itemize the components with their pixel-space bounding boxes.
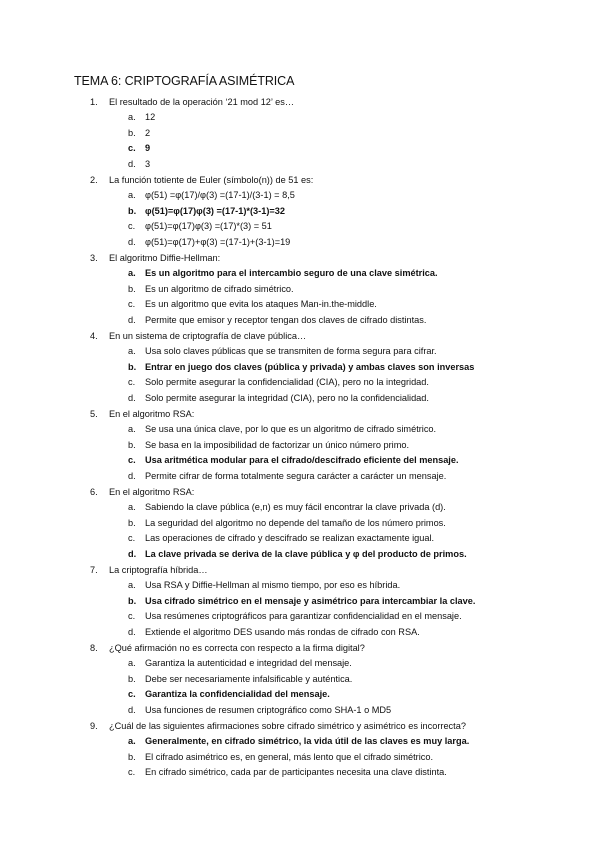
- answer-letter: a.: [128, 112, 136, 122]
- answer-option-correct: [0, 547, 600, 563]
- answer-option-correct: [0, 360, 600, 376]
- question-item: [0, 172, 600, 250]
- answer-text: Garantiza la confidencialidad del mensaje.: [145, 689, 330, 699]
- answer-text: 2: [145, 127, 151, 138]
- answer-letter: b.: [128, 517, 136, 528]
- question-line: [0, 718, 600, 734]
- answer-option-correct: [0, 687, 600, 703]
- answer-option-correct: [0, 594, 600, 610]
- answer-text: Generalmente, en cifrado simétrico, la vida útil de las claves es muy larga.: [145, 736, 470, 746]
- question-list: [0, 94, 600, 781]
- question-number: 9.: [90, 721, 98, 731]
- answer-text: El cifrado asimétrico es, en general, más lento que el cifrado simétrico.: [145, 751, 434, 762]
- answer-option: [0, 656, 600, 672]
- answer-option-correct: [0, 204, 600, 220]
- answer-letter: c.: [128, 767, 136, 777]
- answer-letter: d.: [128, 158, 136, 169]
- answer-letter: b.: [128, 595, 137, 606]
- question-text: ¿Qué afirmación no es correcta con respecto a la firma digital?: [109, 643, 365, 653]
- answer-letter: c.: [128, 221, 136, 231]
- answer-option: [0, 750, 600, 766]
- answer-option: [0, 625, 600, 641]
- answer-text: La seguridad del algoritmo no depende del tamaño de los número primos.: [145, 517, 446, 528]
- answer-text: Solo permite asegurar la integridad (CIA), pero no la confidencialidad.: [145, 392, 429, 403]
- answer-option: [0, 188, 600, 204]
- answer-option: [0, 703, 600, 719]
- question-line: [0, 406, 600, 422]
- answer-text: Las operaciones de cifrado y descifrado se realizan exactamente igual.: [145, 533, 435, 543]
- answer-text: Se usa una única clave, por lo que es un algoritmo de cifrado simétrico.: [145, 424, 437, 434]
- answer-option: [0, 219, 600, 235]
- question-item: [0, 94, 600, 172]
- question-item: [0, 406, 600, 484]
- question-text: ¿Cuál de las siguientes afirmaciones sobre cifrado simétrico y asimétrico es incorrecta?: [109, 721, 466, 731]
- question-item: [0, 328, 600, 406]
- answer-option-correct: [0, 453, 600, 469]
- answer-text: Usa funciones de resumen criptográfico como SHA-1 o MD5: [145, 704, 392, 715]
- question-item: [0, 718, 600, 781]
- answer-option: [0, 235, 600, 251]
- answer-text: 12: [145, 112, 156, 122]
- answer-text: Solo permite asegurar la confidencialidad (CIA), pero no la integridad.: [145, 377, 429, 387]
- question-line: [0, 328, 600, 344]
- answer-letter: d.: [128, 470, 136, 481]
- answer-text: Entrar en juego dos claves (pública y privada) y ambas claves son inversas: [145, 361, 475, 372]
- question-item: [0, 562, 600, 640]
- answer-text: Es un algoritmo para el intercambio seguro de una clave simétrica.: [145, 268, 438, 278]
- answer-letter: c.: [128, 143, 136, 153]
- answer-option: [0, 469, 600, 485]
- answer-letter: b.: [128, 283, 136, 294]
- answer-letter: b.: [128, 205, 137, 216]
- answer-option: [0, 344, 600, 360]
- question-number: 6.: [90, 487, 98, 497]
- question-number: 3.: [90, 253, 98, 263]
- answer-option: [0, 422, 600, 438]
- question-number: 5.: [90, 409, 98, 419]
- question-line: [0, 172, 600, 188]
- answer-letter: c.: [128, 299, 136, 309]
- answer-text: φ(51)=φ(17)+φ(3) =(17-1)+(3-1)=19: [145, 236, 291, 247]
- answer-text: Sabiendo la clave pública (e,n) es muy fácil encontrar la clave privada (d).: [145, 502, 446, 512]
- answer-text: φ(51) =φ(17)/φ(3) =(17-1)/(3-1) = 8,5: [145, 190, 295, 200]
- answer-letter: d.: [128, 626, 136, 637]
- question-line: [0, 94, 600, 110]
- question-item: [0, 250, 600, 328]
- answer-option-correct: [0, 141, 600, 157]
- answer-letter: c.: [128, 611, 136, 621]
- answer-text: Garantiza la autenticidad e integridad del mensaje.: [145, 658, 352, 668]
- answer-option: [0, 500, 600, 516]
- answer-letter: b.: [128, 361, 137, 372]
- answer-letter: a.: [128, 424, 136, 434]
- answer-option: [0, 110, 600, 126]
- question-line: [0, 250, 600, 266]
- answer-option: [0, 157, 600, 173]
- answer-letter: a.: [128, 346, 136, 356]
- answer-option: [0, 438, 600, 454]
- answer-option: [0, 391, 600, 407]
- answer-letter: d.: [128, 548, 137, 559]
- answer-text: 9: [145, 143, 151, 153]
- answer-text: Es un algoritmo que evita los ataques Man-in.the-middle.: [145, 299, 377, 309]
- answer-letter: b.: [128, 127, 136, 138]
- answer-letter: c.: [128, 689, 136, 699]
- answer-letter: a.: [128, 268, 136, 278]
- question-text: En el algoritmo RSA:: [109, 487, 195, 497]
- answer-option: [0, 126, 600, 142]
- answer-text: 3: [145, 158, 151, 169]
- answer-letter: b.: [128, 751, 136, 762]
- question-number: 4.: [90, 331, 98, 341]
- question-line: [0, 484, 600, 500]
- answer-letter: d.: [128, 392, 136, 403]
- question-text: La función totiente de Euler (símbolo(n)) de 51 es:: [109, 175, 314, 185]
- question-number: 2.: [90, 175, 98, 185]
- answer-letter: d.: [128, 236, 136, 247]
- answer-text: φ(51)=φ(17)φ(3) =(17)*(3) = 51: [145, 221, 272, 231]
- answer-option: [0, 516, 600, 532]
- answer-text: Usa aritmética modular para el cifrado/descifrado eficiente del mensaje.: [145, 455, 459, 465]
- answer-option-correct: [0, 266, 600, 282]
- answer-option: [0, 765, 600, 781]
- answer-text: Extiende el algoritmo DES usando más rondas de cifrado con RSA.: [145, 626, 420, 637]
- answer-text: Es un algoritmo de cifrado simétrico.: [145, 283, 294, 294]
- answer-option: [0, 531, 600, 547]
- question-text: En un sistema de criptografía de clave pública…: [109, 331, 307, 341]
- answer-text: Permite que emisor y receptor tengan dos claves de cifrado distintas.: [145, 314, 427, 325]
- answer-letter: a.: [128, 190, 136, 200]
- question-item: [0, 640, 600, 718]
- question-number: 1.: [90, 97, 98, 107]
- answer-text: φ(51)=φ(17)φ(3) =(17-1)*(3-1)=32: [145, 205, 285, 216]
- answer-letter: b.: [128, 439, 136, 450]
- answer-letter: c.: [128, 455, 136, 465]
- question-text: En el algoritmo RSA:: [109, 409, 195, 419]
- answer-option: [0, 609, 600, 625]
- answer-text: Usa resúmenes criptográficos para garantizar confidencialidad en el mensaje.: [145, 611, 462, 621]
- question-line: [0, 640, 600, 656]
- answer-text: En cifrado simétrico, cada par de participantes necesita una clave distinta.: [145, 767, 447, 777]
- answer-option: [0, 375, 600, 391]
- answer-letter: b.: [128, 673, 136, 684]
- question-item: [0, 484, 600, 562]
- answer-letter: a.: [128, 580, 136, 590]
- answer-text: Debe ser necesariamente infalsificable y auténtica.: [145, 673, 353, 684]
- answer-text: Permite cifrar de forma totalmente segura carácter a carácter un mensaje.: [145, 470, 447, 481]
- question-number: 7.: [90, 565, 98, 575]
- answer-letter: a.: [128, 736, 136, 746]
- page-title: TEMA 6: CRIPTOGRAFÍA ASIMÉTRICA: [74, 74, 295, 88]
- answer-letter: c.: [128, 533, 136, 543]
- answer-letter: a.: [128, 502, 136, 512]
- answer-letter: a.: [128, 658, 136, 668]
- question-number: 8.: [90, 643, 98, 653]
- answer-text: La clave privada se deriva de la clave pública y φ del producto de primos.: [145, 548, 467, 559]
- question-line: [0, 562, 600, 578]
- question-text: El resultado de la operación ‘21 mod 12’ es…: [109, 97, 295, 107]
- answer-option: [0, 313, 600, 329]
- answer-option: [0, 297, 600, 313]
- answer-letter: c.: [128, 377, 136, 387]
- answer-letter: d.: [128, 704, 136, 715]
- answer-text: Usa cifrado simétrico en el mensaje y asimétrico para intercambiar la clave.: [145, 595, 476, 606]
- answer-text: Usa solo claves públicas que se transmiten de forma segura para cifrar.: [145, 346, 437, 356]
- answer-text: Usa RSA y Diffie-Hellman al mismo tiempo, por eso es híbrida.: [145, 580, 401, 590]
- answer-option: [0, 672, 600, 688]
- answer-option: [0, 282, 600, 298]
- question-text: La criptografía híbrida…: [109, 565, 208, 575]
- answer-letter: d.: [128, 314, 136, 325]
- answer-text: Se basa en la imposibilidad de factorizar un único número primo.: [145, 439, 410, 450]
- answer-option: [0, 578, 600, 594]
- question-text: El algoritmo Diffie-Hellman:: [109, 253, 221, 263]
- answer-option-correct: [0, 734, 600, 750]
